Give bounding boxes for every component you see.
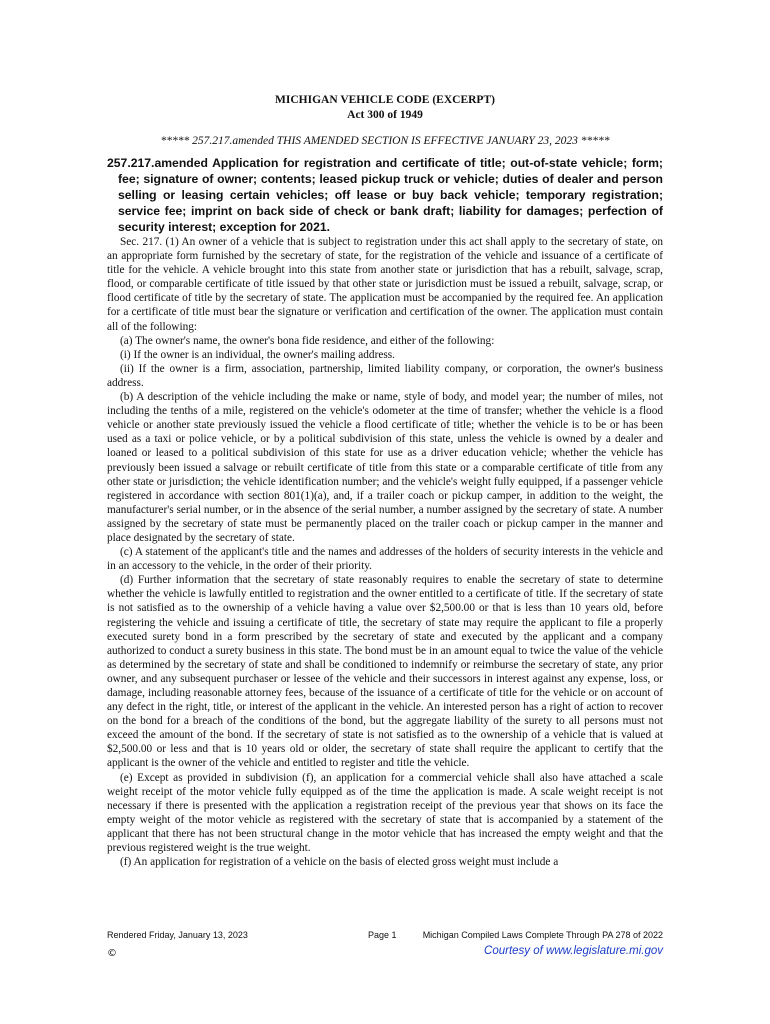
page-number: Page 1 xyxy=(368,930,397,940)
paragraph-d: (d) Further information that the secretary of state reasonably requires to enable the secretary of state to determine whether the vehicle is lawfully entitled to registration and the owner entitled to a certificate of title. If the secretary of state is not satisfied as to the ownership of a vehicle having a value over $2,500.00 or that is less than 10 years old, before registering the vehicle and issuing a certificate of title, the secretary of state may require the applicant to file a properly executed surety bond in a form prescribed by the secretary of state and executed by the applicant and a company authorized to conduct a surety business in this state. The bond must be in an amount equal to twice the value of the vehicle as determined by the secretary of state and shall be conditioned to indemnify or reimburse the secretary of state, any prior owner, and any subsequent purchaser or lessee of the vehicle and their successors in interest against any expense, loss, or damage, including reasonable attorney fees, because of the issuance of a certificate of title for the vehicle or on account of any defect in the right, title, or interest of the applicant in the vehicle. An interested person has a right of action to recover on the bond for a breach of the conditions of the bond, but the aggregate liability of the surety to all persons must not exceed the amount of the bond. If the secretary of state is not satisfied as to the ownership of a vehicle that is valued at $2,500.00 or less and that is 10 years old or older, the secretary of state shall require the applicant to certify that the applicant is the owner of the vehicle and entitled to register and title the vehicle. xyxy=(107,574,663,770)
act-number: Act 300 of 1949 xyxy=(347,109,423,121)
paragraph-a-ii: (ii) If the owner is a firm, association, partnership, limited liability company, or corporation, the owner's business address. xyxy=(107,362,663,389)
paragraph-intro: Sec. 217. (1) An owner of a vehicle that is subject to registration under this act shall apply to the secretary of state, on an appropriate form furnished by the secretary of state, for the registration of the vehicle and issuance of a certificate of title for the vehicle. A vehicle brought into this state from another state or jurisdiction that has a rebuilt, salvage, scrap, flood, or comparable certificate of title issued by that other state or jurisdiction must be issued a rebuilt, salvage, scrap, or flood certificate of title by the secretary of state. The application must be accompanied by the required fee. An application for a certificate of title must bear the signature or verification and certification of the owner. The application must contain all of the following: xyxy=(107,236,663,333)
compiled-through: Michigan Compiled Laws Complete Through PA 278 of 2022 xyxy=(422,930,663,940)
copyright-symbol: © xyxy=(107,948,117,959)
paragraph-c: (c) A statement of the applicant's title and the names and addresses of the holders of security interests in the vehicle and in an accessory to the vehicle, in the order of their priority. xyxy=(107,546,663,573)
paragraph-b: (b) A description of the vehicle including the make or name, style of body, and model year; the number of miles, not including the tenths of a mile, registered on the vehicle's odometer at the time of transfer; whether the vehicle is a flood vehicle or another state previously issued the vehicle a flood certificate of title; whether the vehicle is to be or has been used as a taxi or police vehicle, or by a political subdivision of this state, unless the vehicle is owned by a dealer and loaned or leased to a political subdivision of this state for use as a driver education vehicle; whether the vehicle has previously been issued a salvage or rebuilt certificate of title from this state or a comparable certificate of title from any other state or jurisdiction; the vehicle identification number; and the vehicle's weight fully equipped, if a passenger vehicle registered in accordance with section 801(1)(a), and, if a trailer coach or pickup camper, in addition to the weight, the manufacturer's serial number, or in the absence of the serial number, a number assigned by the secretary of state. A number assigned by the secretary of state must be permanently placed on the trailer coach or pickup camper in the manner and place designated by the secretary of state. xyxy=(107,391,663,544)
amendment-notice: ***** 257.217.amended THIS AMENDED SECTION IS EFFECTIVE JANUARY 23, 2023 ***** xyxy=(160,135,610,147)
paragraph-a: (a) The owner's name, the owner's bona fide residence, and either of the following: xyxy=(120,334,495,347)
document-title: MICHIGAN VEHICLE CODE (EXCERPT) xyxy=(275,94,495,106)
courtesy-link[interactable]: Courtesy of www.legislature.mi.gov xyxy=(484,945,663,957)
section-heading xyxy=(107,155,663,235)
section-heading-text: 257.217.amended Application for registration and certificate of title; out-of-state vehicle; form; fee; signature of owner; contents; leased pickup truck or vehicle; duties of dealer and person selling or leasing certain vehicles; off lease or buy back vehicle; temporary registration; service fee; imprint on back side of check or bank draft; liability for damages; perfection of security interest; exception for 2021. xyxy=(107,156,663,234)
paragraph-a-i: (i) If the owner is an individual, the owner's mailing address. xyxy=(120,348,395,361)
rendered-date: Rendered Friday, January 13, 2023 xyxy=(107,930,248,940)
paragraph-e: (e) Except as provided in subdivision (f), an application for a commercial vehicle shall also have attached a scale weight receipt of the motor vehicle fully equipped as of the time the application is made. A scale weight receipt is not necessary if there is presented with the application a registration receipt of the previous year that shows on its face the empty weight of the motor vehicle as registered with the secretary of state that is accompanied by a statement of the applicant that there has not been structural change in the motor vehicle that has increased the empty weight and that the previous registered weight is the true weight. xyxy=(107,771,663,855)
section-body xyxy=(107,235,663,869)
paragraph-f: (f) An application for registration of a vehicle on the basis of elected gross weight must include a xyxy=(120,856,559,869)
